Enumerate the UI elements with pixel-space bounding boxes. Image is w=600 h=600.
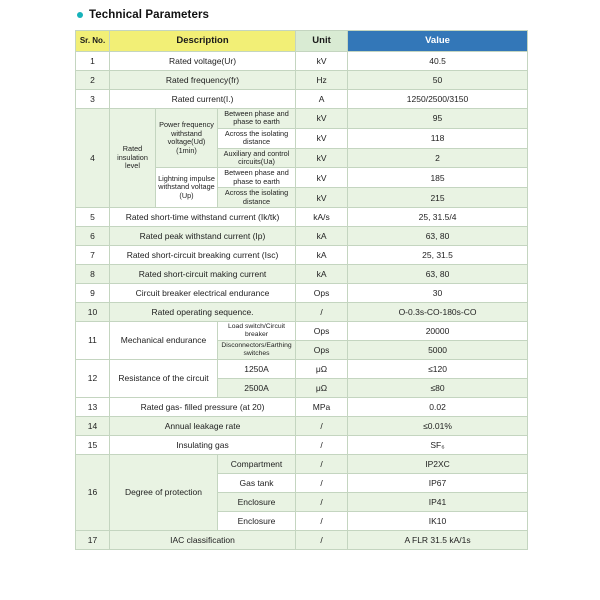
value-cell: 185 (348, 168, 528, 188)
table-row (76, 226, 528, 245)
description-cell: Insulating gas (110, 435, 296, 454)
value-cell: 1250/2500/3150 (348, 90, 528, 109)
description-cell: Enclosure (218, 492, 296, 511)
unit-cell: A (296, 90, 348, 109)
unit-cell: / (296, 435, 348, 454)
sr-no-cell: 17 (76, 530, 110, 549)
description-cell: Rated gas- filled pressure (at 20) (110, 397, 296, 416)
section-title-row (77, 9, 600, 21)
unit-cell: / (296, 416, 348, 435)
description-cell: 1250A (218, 359, 296, 378)
description-cell: Between phase and phase to earth (218, 109, 296, 129)
value-cell: 20000 (348, 321, 528, 340)
table-row (76, 359, 528, 378)
unit-cell: / (296, 492, 348, 511)
value-cell: ≤0.01% (348, 416, 528, 435)
sr-no-cell: 1 (76, 52, 110, 71)
unit-cell: kV (296, 52, 348, 71)
description-subgroup-cell: Lightning impulse withstand voltage (Up) (156, 168, 218, 208)
value-cell: 50 (348, 71, 528, 90)
table-row (76, 397, 528, 416)
description-cell: Annual leakage rate (110, 416, 296, 435)
table-row (76, 71, 528, 90)
sr-no-cell: 4 (76, 109, 110, 208)
description-cell: Rated frequency(fr) (110, 71, 296, 90)
sr-no-cell: 13 (76, 397, 110, 416)
unit-cell: Hz (296, 71, 348, 90)
table-row (76, 530, 528, 549)
description-cell: Rated peak withstand current (Ip) (110, 226, 296, 245)
description-group-cell: Resistance of the circuit (110, 359, 218, 397)
description-cell: Rated short-circuit breaking current (Isc) (110, 245, 296, 264)
description-cell: Between phase and phase to earth (218, 168, 296, 188)
description-cell: Rated voltage(Ur) (110, 52, 296, 71)
header-unit: Unit (296, 31, 348, 52)
description-cell: Enclosure (218, 511, 296, 530)
value-cell: O-0.3s-CO-180s-CO (348, 302, 528, 321)
sr-no-cell: 3 (76, 90, 110, 109)
sr-no-cell: 2 (76, 71, 110, 90)
value-cell: IP41 (348, 492, 528, 511)
sr-no-cell: 16 (76, 454, 110, 530)
unit-cell: / (296, 302, 348, 321)
value-cell: 63, 80 (348, 226, 528, 245)
unit-cell: / (296, 454, 348, 473)
table-row (76, 321, 528, 340)
description-cell: Disconnectors/Earthing switches (218, 340, 296, 359)
table-row (76, 416, 528, 435)
sr-no-cell: 14 (76, 416, 110, 435)
unit-cell: MPa (296, 397, 348, 416)
table-row (76, 264, 528, 283)
table-row (76, 207, 528, 226)
value-cell: 2 (348, 148, 528, 168)
header-description: Description (110, 31, 296, 52)
table-row (76, 302, 528, 321)
header-value: Value (348, 31, 528, 52)
value-cell: IP2XC (348, 454, 528, 473)
value-cell: 5000 (348, 340, 528, 359)
header-sr-no: Sr. No. (76, 31, 110, 52)
table-row (76, 52, 528, 71)
unit-cell: Ops (296, 283, 348, 302)
table-row (76, 90, 528, 109)
sr-no-cell: 11 (76, 321, 110, 359)
unit-cell: kV (296, 188, 348, 208)
description-subgroup-cell: Power frequency withstand voltage(Ud) (1min) (156, 109, 218, 168)
value-cell: 40.5 (348, 52, 528, 71)
description-group-cell: Mechanical endurance (110, 321, 218, 359)
description-group-cell: Rated insulation level (110, 109, 156, 208)
table-row (76, 454, 528, 473)
sr-no-cell: 7 (76, 245, 110, 264)
description-group-cell: Degree of protection (110, 454, 218, 530)
description-cell: 2500A (218, 378, 296, 397)
description-cell: Across the isolating distance (218, 188, 296, 208)
unit-cell: / (296, 530, 348, 549)
table-row (76, 435, 528, 454)
value-cell: A FLR 31.5 kA/1s (348, 530, 528, 549)
value-cell: SF₆ (348, 435, 528, 454)
sr-no-cell: 8 (76, 264, 110, 283)
description-cell: Rated current(I.) (110, 90, 296, 109)
bullet-dot-icon (77, 12, 83, 18)
unit-cell: kV (296, 148, 348, 168)
value-cell: 63, 80 (348, 264, 528, 283)
page-title: Technical Parameters (89, 9, 210, 21)
value-cell: 95 (348, 109, 528, 129)
value-cell: IP67 (348, 473, 528, 492)
value-cell: IK10 (348, 511, 528, 530)
unit-cell: kV (296, 168, 348, 188)
sr-no-cell: 5 (76, 207, 110, 226)
unit-cell: kA (296, 226, 348, 245)
description-cell: Compartment (218, 454, 296, 473)
sr-no-cell: 10 (76, 302, 110, 321)
unit-cell: / (296, 473, 348, 492)
value-cell: ≤80 (348, 378, 528, 397)
value-cell: 215 (348, 188, 528, 208)
unit-cell: kA/s (296, 207, 348, 226)
unit-cell: / (296, 511, 348, 530)
description-cell: Load switch/Circuit breaker (218, 321, 296, 340)
description-cell: Gas tank (218, 473, 296, 492)
description-cell: Auxiliary and control circuits(Ua) (218, 148, 296, 168)
description-cell: Rated short-circuit making current (110, 264, 296, 283)
description-cell: Rated short-time withstand current (Ik/tk) (110, 207, 296, 226)
description-cell: IAC classification (110, 530, 296, 549)
sr-no-cell: 12 (76, 359, 110, 397)
sr-no-cell: 6 (76, 226, 110, 245)
value-cell: 25, 31.5/4 (348, 207, 528, 226)
technical-parameters-table (75, 30, 528, 550)
table-row (76, 109, 528, 129)
value-cell: ≤120 (348, 359, 528, 378)
unit-cell: kA (296, 245, 348, 264)
table-row (76, 283, 528, 302)
unit-cell: Ops (296, 340, 348, 359)
unit-cell: Ops (296, 321, 348, 340)
sr-no-cell: 9 (76, 283, 110, 302)
unit-cell: kA (296, 264, 348, 283)
description-cell: Rated operating sequence. (110, 302, 296, 321)
sr-no-cell: 15 (76, 435, 110, 454)
unit-cell: kV (296, 128, 348, 148)
description-cell: Circuit breaker electrical endurance (110, 283, 296, 302)
value-cell: 30 (348, 283, 528, 302)
unit-cell: μΩ (296, 359, 348, 378)
value-cell: 118 (348, 128, 528, 148)
value-cell: 0.02 (348, 397, 528, 416)
description-cell: Across the isolating distance (218, 128, 296, 148)
unit-cell: μΩ (296, 378, 348, 397)
header-row (76, 31, 528, 52)
value-cell: 25, 31.5 (348, 245, 528, 264)
table-row (76, 245, 528, 264)
unit-cell: kV (296, 109, 348, 129)
